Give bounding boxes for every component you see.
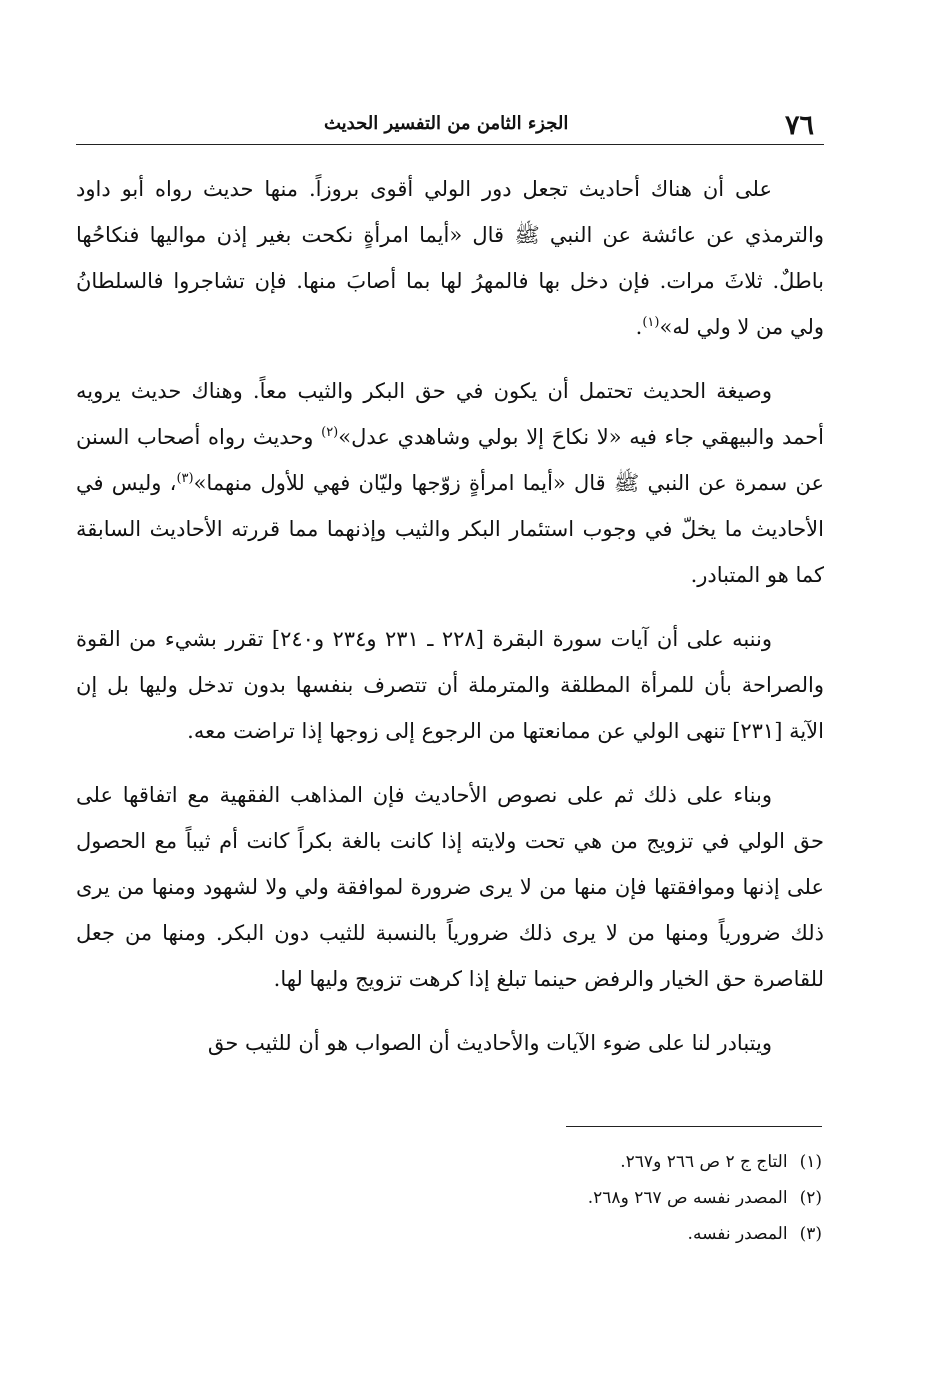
footnote-2: [182, 1180, 822, 1216]
footnote-3: [182, 1216, 822, 1252]
paragraph-text: وصيغة الحديث تحتمل أن يكون في حق البكر والثيب معاً. وهناك حديث يرويه أحمد والبيهقي جاء فيه «لا نكاحَ إلا بولي وشاهدي عدل»: [76, 379, 824, 449]
footnote-divider: [566, 1126, 822, 1127]
paragraph-1: [76, 166, 824, 350]
footnote-text: المصدر نفسه.: [687, 1224, 788, 1244]
footnote-ref: (١): [642, 315, 660, 330]
footnote-ref: (٢): [321, 425, 339, 440]
paragraph-text: ويتبادر لنا على ضوء الآيات والأحاديث أن الصواب هو أن للثيب حق: [207, 1031, 772, 1055]
footnote-number: (١): [799, 1152, 822, 1172]
paragraph-tail: ، وليس في الأحاديث ما يخلّ في وجوب استئمار البكر والثيب وإذنهما مما قررته الأحاديث السابقة كما هو المتبادر.: [76, 471, 824, 587]
footnote-number: (٣): [799, 1224, 822, 1244]
paragraph-4: [76, 772, 824, 1002]
footnote-text: المصدر نفسه ص ٢٦٧ و٢٦٨.: [587, 1188, 788, 1208]
paragraph-tail: .: [635, 315, 643, 339]
paragraph-text: على أن هناك أحاديث تجعل دور الولي أقوى بروزاً. منها حديث رواه أبو داود والترمذي عن عائشة عن النبي ﷺ قال «أيما امرأةٍ نكحت بغير إذن مواليها فنكاحُها باطلٌ. ثلاثَ مرات. فإن دخل بها فالمهرُ لها بما أصابَ منها. فإن تشاجروا فالسلطانُ ولي من لا ولي له»: [76, 177, 824, 339]
paragraph-text: وبناء على ذلك ثم على نصوص الأحاديث فإن المذاهب الفقهية مع اتفاقها على حق الولي في تزويج من هي تحت ولايته إذا كانت بالغة بكراً كانت أم ثيباً مع الحصول على إذنها وموافقتها فإن منها من لا يرى ضرورة لموافقة ولي ولا لشهود ومنها من يرى ذلك ضرورياً ومنها من لا يرى ذلك ضرورياً بالنسبة للثيب دون البكر. ومنها من جعل للقاصرة حق الخيار والرفض حينما تبلغ إذا كرهت تزويج وليها لها.: [76, 783, 824, 991]
paragraph-3: [76, 616, 824, 754]
paragraph-text: وننبه على أن آيات سورة البقرة [٢٢٨ ـ ٢٣١ و٢٣٤ و٢٤٠] تقرر بشيء من القوة والصراحة بأن للمرأة المطلقة والمترملة أن تتصرف بنفسها بدون تدخل وليها بل إن الآية [٢٣١] تنهى الولي عن ممانعتها من الرجوع إلى زوجها إذا تراضت معه.: [76, 627, 824, 743]
page-number: ٧٦: [784, 110, 814, 141]
footnote-number: (٢): [799, 1188, 822, 1208]
paragraph-2: [76, 368, 824, 598]
footnotes: [182, 1144, 822, 1252]
footnote-ref: (٣): [176, 471, 194, 486]
paragraph-text: وحديث رواه أصحاب السنن عن سمرة عن النبي ﷺ قال «أيما امرأةٍ زوّجها وليّان فهي للأول منهما»: [76, 425, 824, 495]
running-header: [76, 108, 824, 145]
paragraph-5: [76, 1020, 824, 1066]
footnote-1: [182, 1144, 822, 1180]
main-text: [76, 166, 824, 1084]
header-title: الجزء الثامن من التفسير الحديث: [324, 113, 569, 134]
footnote-text: التاج ج ٢ ص ٢٦٦ و٢٦٧.: [620, 1152, 788, 1172]
